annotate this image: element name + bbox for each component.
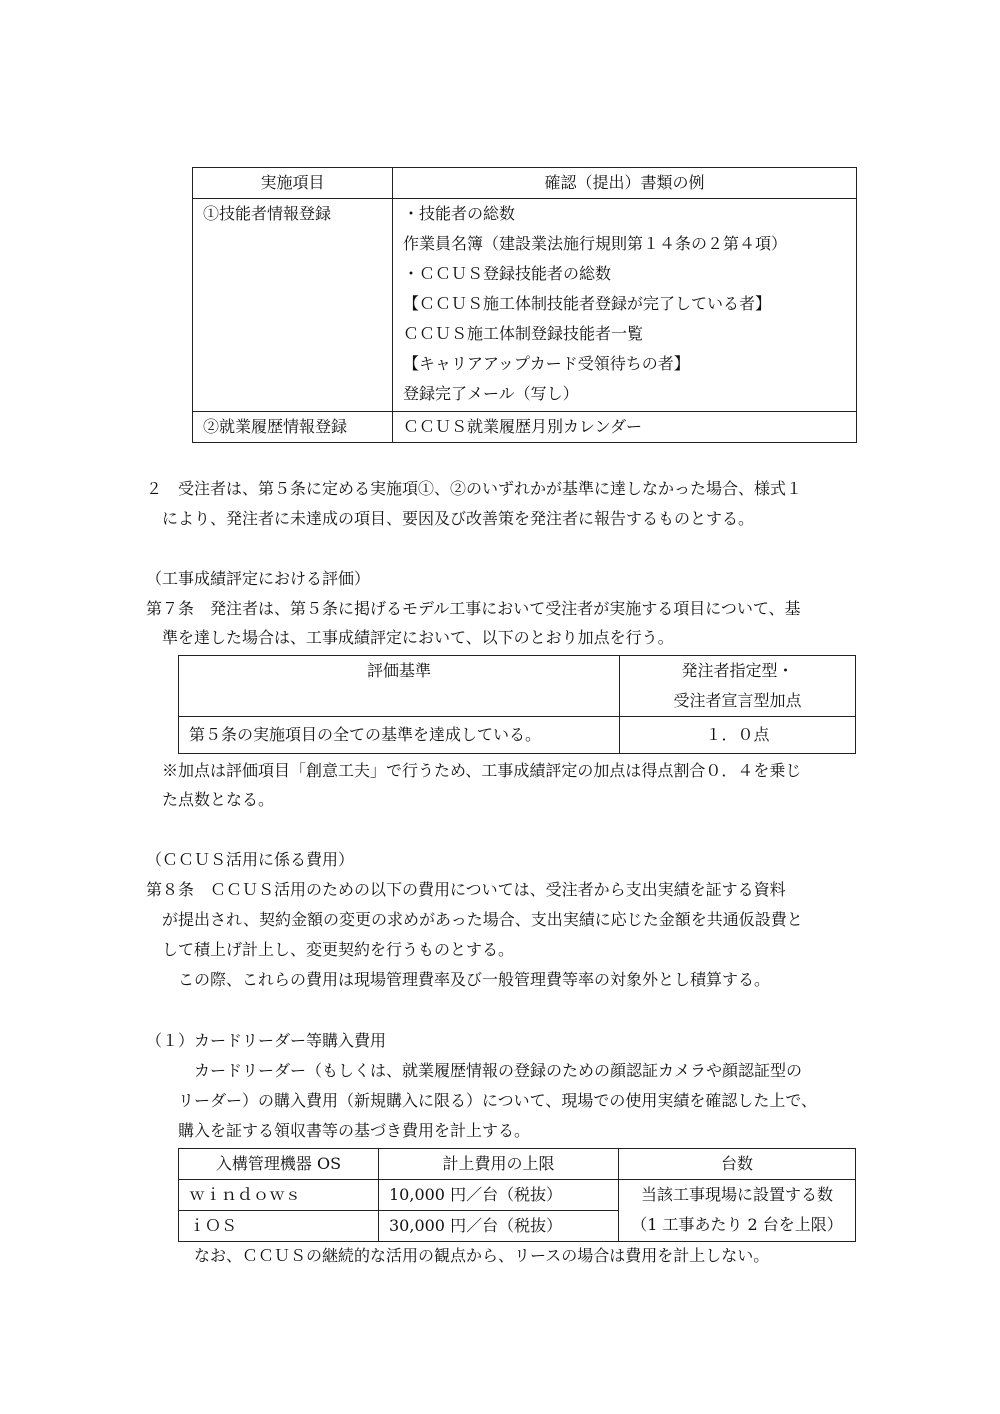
os-cell: ｗｉｎｄｏｗｓ xyxy=(179,1180,379,1211)
table-header-item: 実施項目 xyxy=(193,168,393,199)
table-row-docs xyxy=(393,199,857,412)
section-1-line2: リーダー）の購入費用（新規購入に限る）について、現場での使用実績を確認した上で、 xyxy=(178,1091,818,1110)
section-1-line1: カードリーダー（もしくは、就業履歴情報の登録のための顔認証カメラや顔認証型の xyxy=(194,1061,803,1080)
count-cell xyxy=(619,1180,856,1242)
article-7-line1: 第７条 発注者は、第５条に掲げるモデル工事において受注者が実施する項目について、基 xyxy=(146,599,801,618)
row-item-label: ②就業履歴情報登録 xyxy=(193,412,393,443)
header-points-line1: 発注者指定型・ xyxy=(681,661,794,680)
table-header-criteria: 評価基準 xyxy=(179,656,620,717)
count-line2: （1 工事あたり 2 台を上限） xyxy=(631,1215,843,1234)
os-cell: ｉＯＳ xyxy=(179,1211,379,1242)
paragraph-2-line1: ２ 受注者は、第５条に定める実施項①、②のいずれかが基準に達しなかった場合、様式１ xyxy=(146,479,803,498)
table-header-os: 入構管理機器 OS xyxy=(179,1149,379,1180)
article-7-note-line2: た点数となる。 xyxy=(162,790,275,809)
article-7-line2: 準を達した場合は、工事成績評定において、以下のとおり加点を行う。 xyxy=(162,628,674,647)
section-1-line3: 購入を証する領収書等の基づき費用を計上する。 xyxy=(178,1121,531,1140)
doc-line: 【ＣＣＵＳ施工体制技能者登録が完了している者】 xyxy=(403,294,772,313)
section-1-note: なお、ＣＣＵＳの継続的な活用の観点から、リースの場合は費用を計上しない。 xyxy=(194,1246,770,1265)
doc-line: 【キャリアアップカード受領待ちの者】 xyxy=(403,354,690,373)
row-item-label: ①技能者情報登録 xyxy=(203,204,332,223)
device-cost-table xyxy=(178,1148,856,1242)
table-header-docs: 確認（提出）書類の例 xyxy=(393,168,857,199)
table-row xyxy=(193,199,393,412)
points-cell: １．０点 xyxy=(620,717,856,754)
article-8-line3: して積上げ計上し、変更契約を行うものとする。 xyxy=(162,940,515,959)
doc-line: ・ＣＣＵＳ登録技能者の総数 xyxy=(403,264,612,283)
paragraph-2-line2: により、発注者に未達成の項目、要因及び改善策を発注者に報告するものとする。 xyxy=(162,509,755,528)
implementation-items-table xyxy=(192,167,857,443)
table-header-cost: 計上費用の上限 xyxy=(379,1149,619,1180)
article-7-note-line1: ※加点は評価項目「創意工夫」で行うため、工事成績評定の加点は得点割合０．４を乗じ xyxy=(162,761,802,780)
doc-line: ＣＣＵＳ施工体制登録技能者一覧 xyxy=(403,324,644,343)
evaluation-table xyxy=(178,655,856,754)
table-header-points xyxy=(620,656,856,717)
article-7-caption: （工事成績評定における評価） xyxy=(146,569,371,588)
doc-line: 作業員名簿（建設業法施行規則第１４条の２第４項） xyxy=(403,234,788,253)
cost-cell: 10,000 円／台（税抜） xyxy=(379,1180,619,1211)
doc-line: 登録完了メール（写し） xyxy=(403,384,579,403)
article-8-line2: が提出され、契約金額の変更の求めがあった場合、支出実績に応じた金額を共通仮設費と xyxy=(162,910,803,929)
cost-cell: 30,000 円／台（税抜） xyxy=(379,1211,619,1242)
doc-line: ・技能者の総数 xyxy=(403,204,516,223)
article-8-line4: この際、これらの費用は現場管理費率及び一般管理費等率の対象外とし積算する。 xyxy=(178,970,771,989)
article-8-caption: （ＣＣＵＳ活用に係る費用） xyxy=(146,850,355,869)
section-1-heading: （１）カードリーダー等購入費用 xyxy=(146,1031,387,1050)
doc-line: ＣＣＵＳ就業履歴月別カレンダー xyxy=(393,412,857,443)
criteria-cell: 第５条の実施項目の全ての基準を達成している。 xyxy=(179,717,620,754)
table-header-count: 台数 xyxy=(619,1149,856,1180)
article-8-line1: 第８条 ＣＣＵＳ活用のための以下の費用については、受注者から支出実績を証する資料 xyxy=(146,880,786,899)
header-points-line2: 受注者宣言型加点 xyxy=(673,691,802,710)
count-line1: 当該工事現場に設置する数 xyxy=(640,1185,833,1204)
